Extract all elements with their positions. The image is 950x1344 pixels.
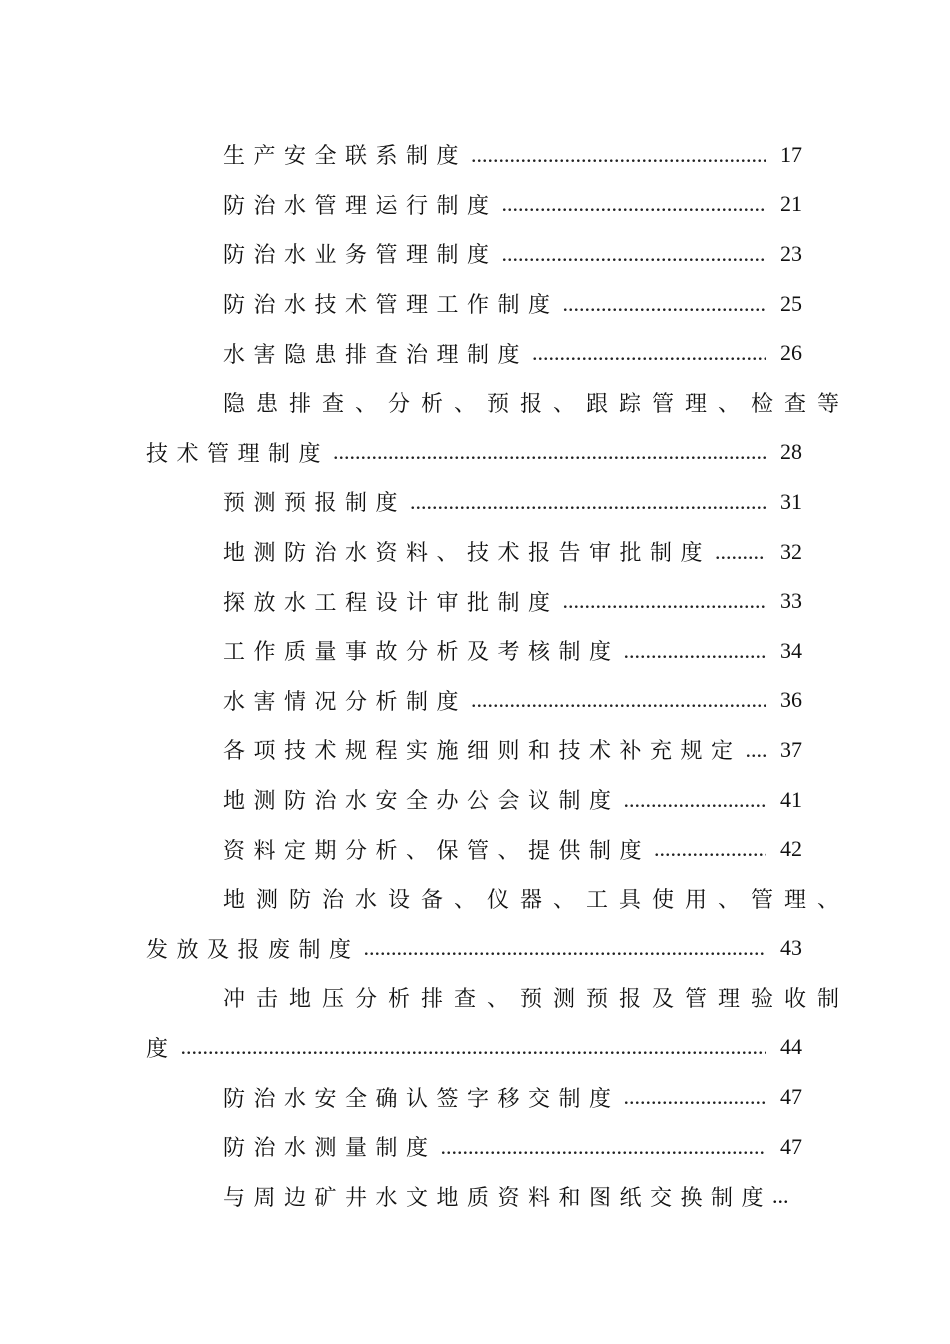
- toc-page-number: 23: [780, 240, 802, 266]
- toc-entry[interactable]: [146, 180, 802, 230]
- toc-entry[interactable]: [146, 626, 802, 676]
- toc-title: 工作质量事故分析及考核制度: [223, 640, 620, 666]
- toc-entry[interactable]: [146, 328, 802, 378]
- dot-leader: [471, 142, 766, 168]
- toc-entry-line2[interactable]: [146, 924, 802, 974]
- toc-title: 资料定期分析、保管、提供制度: [223, 838, 651, 864]
- toc-title: 各项技术规程实施细则和技术补充规定: [223, 739, 742, 765]
- toc-page-number: 26: [780, 340, 802, 366]
- toc-title: 探放水工程设计审批制度: [223, 590, 559, 616]
- toc-entry[interactable]: [146, 576, 802, 626]
- toc-title-line2: 发放及报废制度: [146, 937, 360, 963]
- toc-title-line2: 度: [146, 1036, 177, 1062]
- dot-leader: [654, 836, 766, 862]
- toc-page-number: 28: [780, 439, 802, 465]
- toc-entry[interactable]: [146, 130, 802, 180]
- dot-leader: [624, 1084, 766, 1110]
- toc-title: 防治水安全确认签字移交制度: [223, 1086, 620, 1112]
- toc-entry[interactable]: [146, 824, 802, 874]
- toc-page-number: 37: [780, 736, 802, 762]
- toc-trailing-ellipsis: ...: [772, 1183, 789, 1209]
- toc-title-line2: 技术管理制度: [146, 441, 330, 467]
- toc-title: 防治水管理运行制度: [223, 193, 498, 219]
- toc-entry[interactable]: [146, 725, 802, 775]
- dot-leader: [624, 638, 766, 664]
- toc-page-number: 41: [780, 786, 802, 812]
- dot-leader: [364, 935, 766, 961]
- toc-title: 防治水业务管理制度: [223, 243, 498, 269]
- toc-page-number: 44: [780, 1034, 802, 1060]
- toc-page-number: 43: [780, 935, 802, 961]
- toc-title: 与周边矿井水文地质资料和图纸交换制度: [223, 1185, 773, 1211]
- toc-entry[interactable]: [146, 477, 802, 527]
- toc-title: 预测预报制度: [223, 491, 407, 517]
- toc-entry[interactable]: [146, 676, 802, 726]
- dot-leader: [441, 1134, 766, 1160]
- toc-page-number: 42: [780, 836, 802, 862]
- toc-title: 防治水测量制度: [223, 1136, 437, 1162]
- dot-leader: [502, 241, 766, 267]
- dot-leader: [532, 340, 766, 366]
- dot-leader: [181, 1034, 766, 1060]
- toc-entry[interactable]: [146, 279, 802, 329]
- toc-title: 地测防治水安全办公会议制度: [223, 789, 620, 815]
- dot-leader: [563, 588, 766, 614]
- toc-entry[interactable]: [146, 1072, 802, 1122]
- toc-entry[interactable]: [146, 1122, 802, 1172]
- toc-entry-line1[interactable]: [146, 378, 851, 428]
- toc-page-number: 17: [780, 141, 802, 167]
- toc-page-number: 47: [780, 1133, 802, 1159]
- toc-page-number: 21: [780, 191, 802, 217]
- toc-entry-line2[interactable]: [146, 428, 802, 478]
- toc-title-line1: 地测防治水设备、仪器、工具使用、管理、: [223, 888, 851, 914]
- toc-entry[interactable]: [146, 229, 802, 279]
- toc-page-number: 33: [780, 588, 802, 614]
- dot-leader: [502, 191, 766, 217]
- toc-title-line1: 隐患排查、分析、预报、跟踪管理、检查等: [223, 392, 851, 418]
- dot-leader: [563, 291, 766, 317]
- dot-leader: [410, 489, 766, 515]
- toc-entry-line1[interactable]: [146, 973, 851, 1023]
- dot-leader: [715, 539, 766, 565]
- toc-entry[interactable]: [146, 775, 802, 825]
- toc-page-number: 32: [780, 538, 802, 564]
- toc-page-number: 47: [780, 1084, 802, 1110]
- toc-entry-line2[interactable]: [146, 1023, 802, 1073]
- toc-entry-line1[interactable]: [146, 874, 851, 924]
- toc-title: 生产安全联系制度: [223, 144, 468, 170]
- toc-page-number: 31: [780, 488, 802, 514]
- toc-page-number: 36: [780, 687, 802, 713]
- toc-entry[interactable]: [146, 1171, 802, 1221]
- dot-leader: [471, 687, 766, 713]
- toc-title-line1: 冲击地压分析排查、预测预报及管理验收制: [223, 987, 851, 1013]
- toc-title: 水害情况分析制度: [223, 689, 468, 715]
- dot-leader: [624, 787, 766, 813]
- toc-page-number: 34: [780, 637, 802, 663]
- toc-entry[interactable]: [146, 527, 802, 577]
- dot-leader: [333, 439, 766, 465]
- toc-page-number: 25: [780, 290, 802, 316]
- dot-leader: [746, 737, 766, 763]
- table-of-contents: [146, 130, 851, 1221]
- toc-title: 防治水技术管理工作制度: [223, 293, 559, 319]
- toc-title: 水害隐患排查治理制度: [223, 342, 529, 368]
- toc-title: 地测防治水资料、技术报告审批制度: [223, 541, 712, 567]
